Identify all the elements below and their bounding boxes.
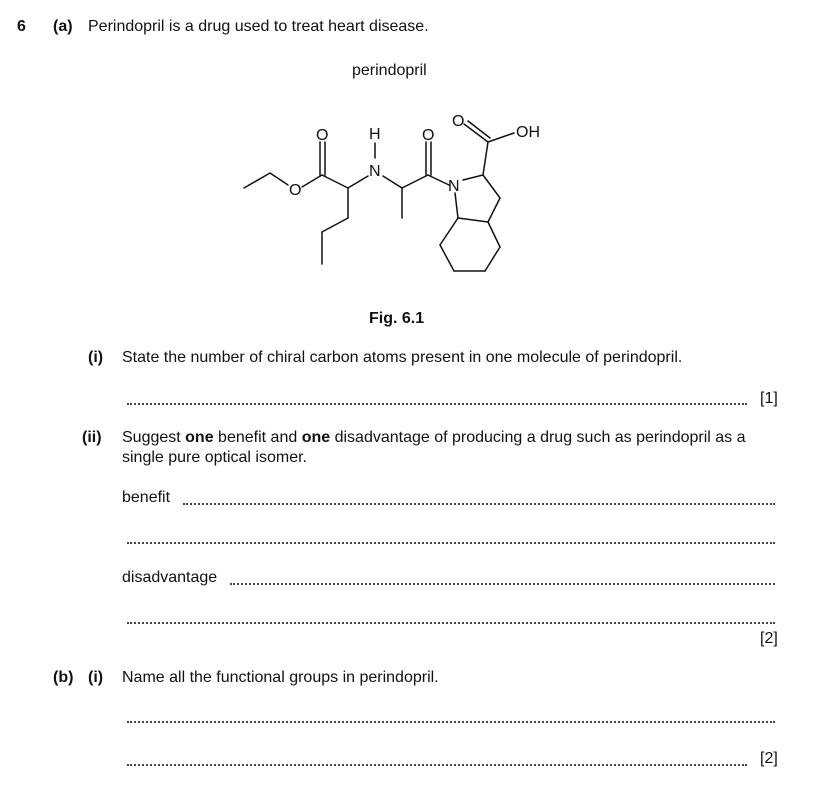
atom-oh-acid: OH <box>516 124 540 141</box>
answer-line-benefit-2[interactable] <box>127 542 775 544</box>
figure-caption: Fig. 6.1 <box>369 310 425 327</box>
question-number: 6 <box>17 18 26 35</box>
marks-a-i: [1] <box>760 390 778 407</box>
part-a-stem: Perindopril is a drug used to treat heart disease. <box>88 18 429 35</box>
part-a-ii-label: (ii) <box>82 429 102 446</box>
part-a-label: (a) <box>53 18 73 35</box>
part-b-label: (b) <box>53 669 74 686</box>
part-a-ii-text: Suggest one benefit and one disadvantage of producing a drug such as perindopril as a <box>122 429 746 446</box>
atom-n-ring: N <box>448 178 460 195</box>
perindopril-structure <box>0 0 832 300</box>
part-b-i-label: (i) <box>88 669 104 686</box>
benefit-label: benefit <box>122 489 171 506</box>
answer-line-a-i[interactable] <box>127 403 747 405</box>
atom-h-amine: H <box>369 126 381 143</box>
atom-o-ester-carbonyl: O <box>316 127 329 144</box>
structure-title: perindopril <box>352 62 427 79</box>
answer-line-b-i-2[interactable] <box>127 764 747 766</box>
marks-b-i: [2] <box>760 750 778 767</box>
marks-a-ii: [2] <box>760 630 778 647</box>
atom-o-amide: O <box>422 127 435 144</box>
disadvantage-label: disadvantage <box>122 569 218 586</box>
answer-line-b-i-1[interactable] <box>127 721 775 723</box>
part-a-i-text: State the number of chiral carbon atoms present in one molecule of perindopril. <box>122 349 683 366</box>
answer-line-disadvantage-2[interactable] <box>127 622 775 624</box>
atom-o-acid-carbonyl: O <box>452 113 465 130</box>
part-b-i-text: Name all the functional groups in perindopril. <box>122 669 439 686</box>
part-a-ii-text-line2: single pure optical isomer. <box>122 449 307 466</box>
part-a-i-label: (i) <box>88 349 104 366</box>
atom-o-ester: O <box>289 182 302 199</box>
atom-n-amine: N <box>369 163 381 180</box>
answer-line-benefit-1[interactable] <box>183 503 775 505</box>
answer-line-disadvantage-1[interactable] <box>230 583 775 585</box>
